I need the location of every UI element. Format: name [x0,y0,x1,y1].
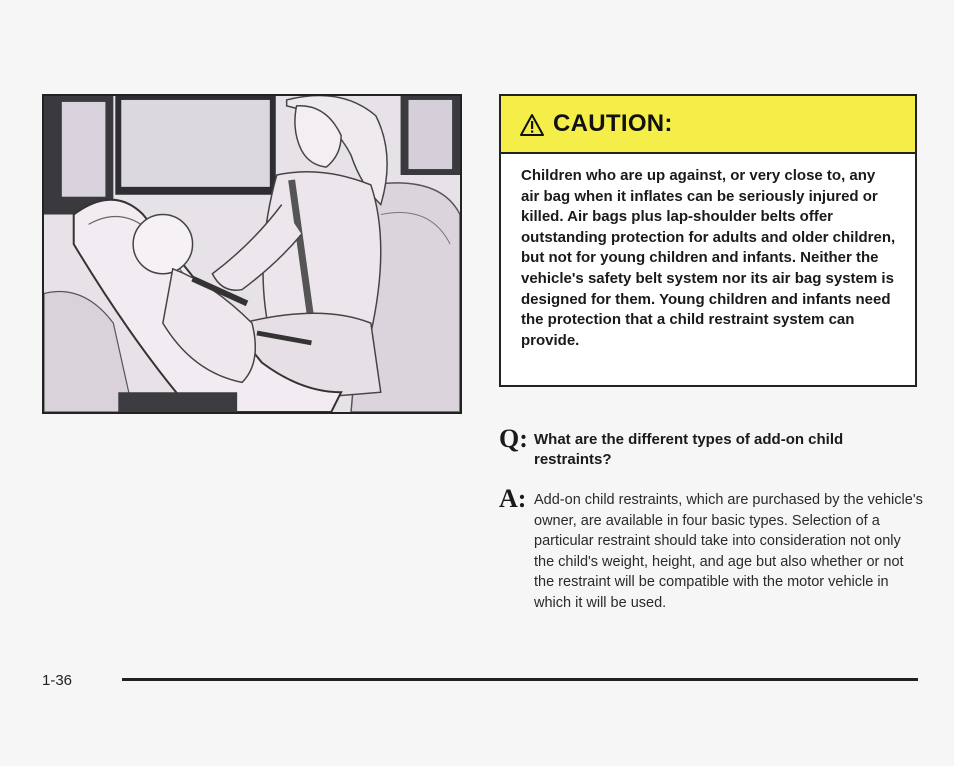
woman-and-infant-in-car-seat-drawing [44,96,460,412]
answer-letter: A: [499,484,527,513]
child-seat-illustration [42,94,462,414]
caution-box [499,94,917,387]
question-text: What are the different types of add-on child restraints? [534,431,844,468]
page-number: 1-36 [42,672,73,689]
question-letter: Q: [499,424,528,453]
footer-rule [122,678,918,681]
caution-header [501,96,915,154]
answer-block [499,484,924,614]
caution-title: CAUTION: [553,110,673,137]
question-block [499,424,924,470]
caution-text: Children who are up against, or very close to, any air bag when it inflates can be seriously injured or killed. Air bags plus lap-shoulder belts offer outstanding protection for adults and older children, but not for young children and infants. Neither the vehicle's safety belt system nor its air bag system is designed for them. Young children and infants need the protection that a child restraint system can provide. [521,167,896,349]
warning-triangle-icon [519,113,545,137]
answer-text: Add-on child restraints, which are purchased by the vehicle's owner, are available in four basic types. Selection of a particular restraint should take into consideration not only the child's weight, height, and age but also whether or not the restraint will be compatible with the motor vehicle in which it will be used. [534,492,923,611]
